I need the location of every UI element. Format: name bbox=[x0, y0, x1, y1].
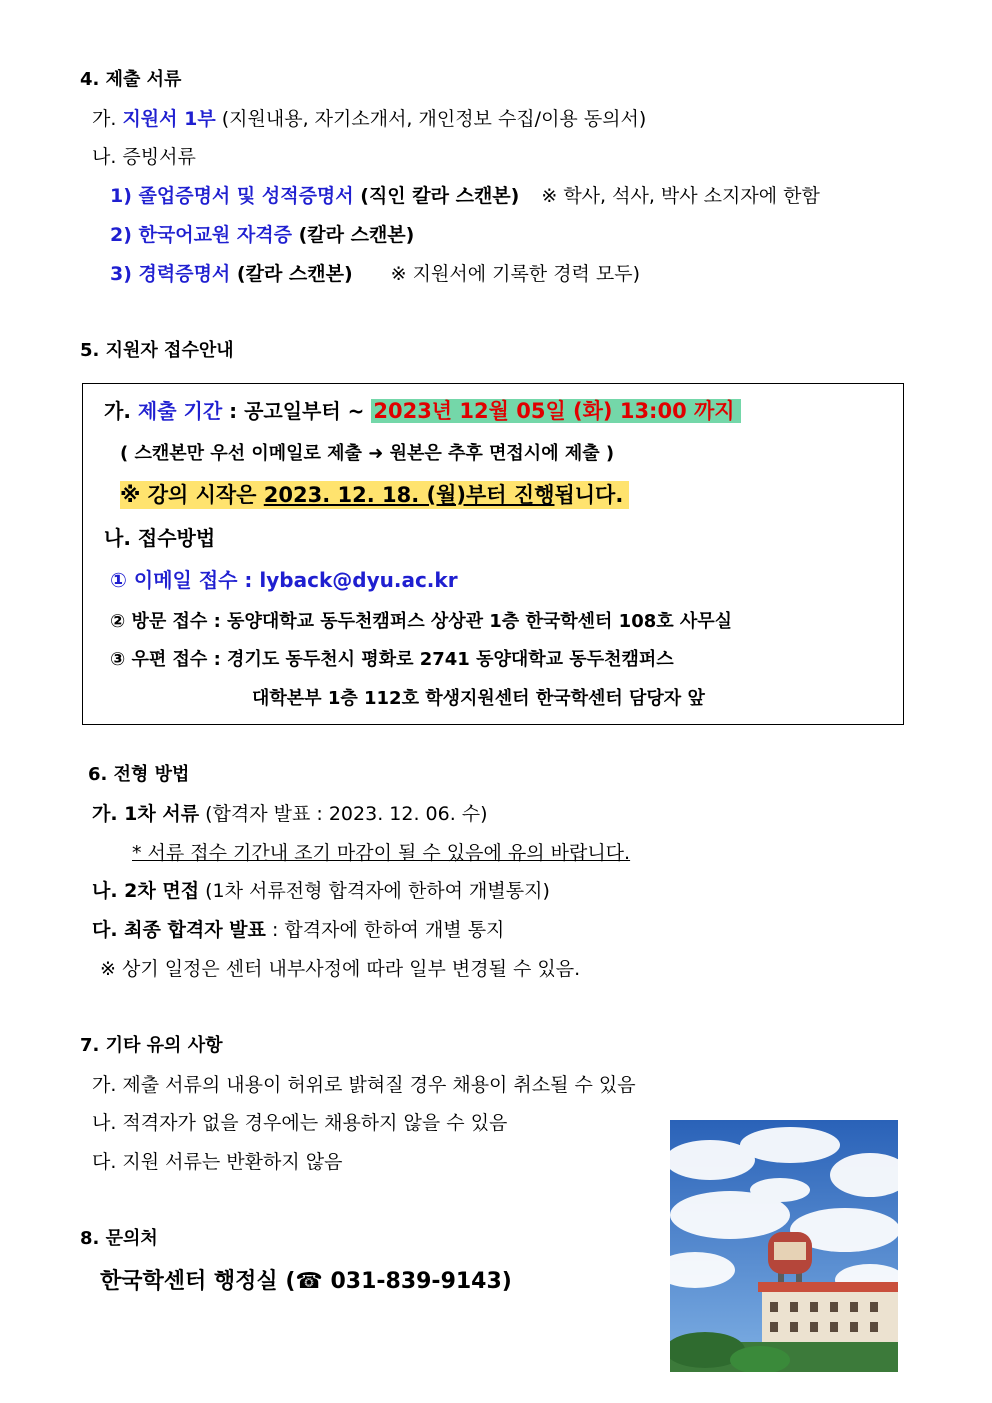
s4-item-b: 나. 증빙서류 bbox=[92, 146, 196, 168]
campus-building-photo bbox=[670, 1120, 898, 1372]
section-5-title: 5. 지원자 접수안내 bbox=[80, 340, 234, 361]
method-title: 나. 접수방법 bbox=[104, 526, 216, 550]
s4-doc-3: 3) 경력증명서 (칼라 스캔본) ※ 지원서에 기록한 경력 모두) bbox=[110, 263, 641, 285]
method-email: ① 이메일 접수 : lyback@dyu.ac.kr bbox=[110, 568, 458, 592]
section-7-title: 7. 기타 유의 사항 bbox=[80, 1035, 223, 1056]
s4-doc-2: 2) 한국어교원 자격증 (칼라 스캔본) bbox=[110, 224, 415, 246]
s6-item-a: 가. 1차 서류 (합격자 발표 : 2023. 12. 06. 수) bbox=[92, 803, 488, 825]
scan-note: ( 스캔본만 우선 이메일로 제출 ➜ 원본은 추후 면접시에 제출 ) bbox=[120, 443, 615, 464]
s7-item-c: 다. 지원 서류는 반환하지 않음 bbox=[92, 1151, 343, 1173]
method-mail-cont: 대학본부 1층 112호 학생지원센터 한국학센터 담당자 앞 bbox=[252, 688, 705, 709]
s6-item-b: 나. 2차 면접 (1차 서류전형 합격자에 한하여 개별통지) bbox=[92, 880, 550, 902]
lecture-start-notice: ※ 강의 시작은 2023. 12. 18. (월)부터 진행됩니다. bbox=[120, 481, 629, 509]
section-8-title: 8. 문의처 bbox=[80, 1228, 158, 1249]
s4-doc-1: 1) 졸업증명서 및 성적증명서 (직인 칼라 스캔본) ※ 학사, 석사, 박사 소지자에 한함 bbox=[110, 185, 820, 207]
s7-item-a: 가. 제출 서류의 내용이 허위로 밝혀질 경우 채용이 취소될 수 있음 bbox=[92, 1074, 636, 1096]
submission-period: 가. 제출 기간 : 공고일부터 ~ 2023년 12월 05일 (화) 13:00 까지 bbox=[104, 398, 741, 424]
deadline-text: 2023년 12월 05일 (화) 13:00 까지 bbox=[371, 399, 740, 423]
s4-item-a: 가. 지원서 1부 (지원내용, 자기소개서, 개인정보 수집/이용 동의서) bbox=[92, 108, 647, 130]
method-mail: ③ 우편 접수 : 경기도 동두천시 평화로 2741 동양대학교 동두천캠퍼스 bbox=[110, 649, 674, 670]
email-link[interactable]: lyback@dyu.ac.kr bbox=[259, 568, 458, 592]
s7-item-b: 나. 적격자가 없을 경우에는 채용하지 않을 수 있음 bbox=[92, 1112, 508, 1134]
s6-warning: * 서류 접수 기간내 조기 마감이 될 수 있음에 유의 바랍니다. bbox=[132, 842, 631, 864]
section-6-title: 6. 전형 방법 bbox=[88, 764, 190, 785]
s6-remark: ※ 상기 일정은 센터 내부사정에 따라 일부 변경될 수 있음. bbox=[100, 958, 581, 980]
contact-info: 한국학센터 행정실 (☎ 031-839-9143) bbox=[100, 1269, 512, 1294]
section-4-title: 4. 제출 서류 bbox=[80, 69, 182, 90]
method-visit: ② 방문 접수 : 동양대학교 동두천캠퍼스 상상관 1층 한국학센터 108호 사무실 bbox=[110, 611, 733, 632]
s6-item-c: 다. 최종 합격자 발표 : 합격자에 한하여 개별 통지 bbox=[92, 919, 505, 941]
phone-icon: ☎ bbox=[295, 1269, 323, 1294]
submission-info-box bbox=[82, 383, 904, 725]
